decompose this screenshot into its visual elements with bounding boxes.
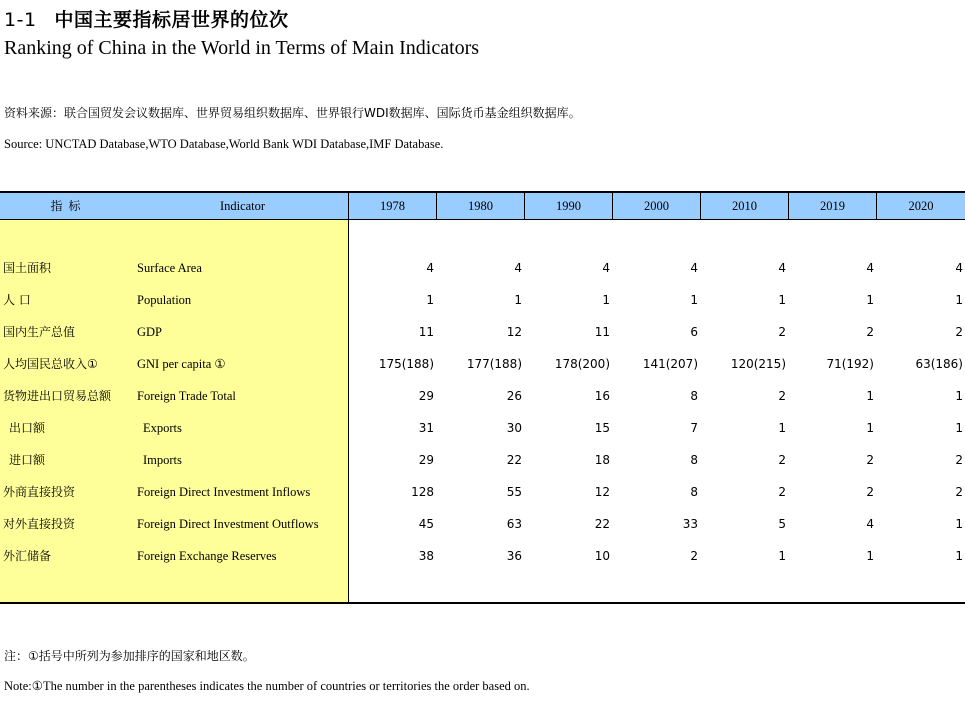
header-indicator-cn: 指标 [50, 199, 87, 213]
value-cell: 2 [778, 325, 786, 339]
value-cell: 55 [506, 485, 522, 499]
table-header [0, 191, 965, 220]
page-title-en: Ranking of China in the World in Terms of Main Indicators [4, 37, 480, 59]
table-row [0, 482, 965, 502]
note-cn: 注：①括号中所列为参加排序的国家和地区数。 [4, 649, 255, 663]
value-cell: 4 [866, 261, 874, 275]
value-cell: 10 [594, 549, 610, 563]
value-cell: 1 [955, 517, 963, 531]
value-cell: 1 [955, 293, 963, 307]
header-year-2000: 2000 [644, 199, 669, 213]
value-cell: 4 [955, 261, 963, 275]
value-cell: 6 [690, 325, 698, 339]
ranking-table [0, 191, 965, 604]
value-cell: 22 [506, 453, 522, 467]
row-label-en: Surface Area [137, 261, 202, 275]
value-cell: 8 [690, 389, 698, 403]
value-cell: 1 [955, 421, 963, 435]
table-row [0, 322, 965, 342]
value-cell: 1 [866, 389, 874, 403]
value-cell: 2 [778, 389, 786, 403]
value-cell: 38 [418, 549, 434, 563]
row-label-cn: 人 口 [3, 293, 31, 307]
row-label-en: Population [137, 293, 192, 307]
table-body [0, 220, 965, 604]
note-en: Note:①The number in the parentheses indicates the number of countries or territories the order based on. [4, 679, 530, 693]
header-year-2019: 2019 [820, 199, 845, 213]
value-cell: 7 [690, 421, 698, 435]
value-cell: 29 [418, 389, 434, 403]
value-cell: 2 [778, 453, 786, 467]
row-label-cn: 对外直接投资 [3, 517, 76, 531]
row-label-cn: 进口额 [9, 453, 46, 467]
value-cell: 1 [778, 293, 786, 307]
value-cell: 12 [594, 485, 610, 499]
value-cell: 4 [514, 261, 522, 275]
value-cell: 2 [866, 453, 874, 467]
value-cell: 8 [690, 485, 698, 499]
value-cell: 1 [866, 549, 874, 563]
value-cell: 175(188) [378, 357, 434, 371]
value-cell: 11 [594, 325, 610, 339]
value-cell: 2 [955, 325, 963, 339]
row-label-cn: 货物进出口贸易总额 [3, 389, 112, 403]
header-indicator-en: Indicator [219, 199, 266, 213]
value-cell: 63(186) [915, 357, 963, 371]
source-en: Source: UNCTAD Database,WTO Database,World Bank WDI Database,IMF Database. [4, 137, 444, 151]
value-cell: 31 [418, 421, 434, 435]
row-label-cn: 出口额 [9, 421, 46, 435]
value-cell: 1 [778, 549, 786, 563]
value-cell: 71(192) [826, 357, 874, 371]
value-cell: 26 [506, 389, 522, 403]
table-row [0, 450, 965, 470]
title-cn-text: 中国主要指标居世界的位次 [54, 9, 289, 31]
value-cell: 141(207) [642, 357, 698, 371]
value-cell: 2 [778, 485, 786, 499]
table-row [0, 258, 965, 278]
value-cell: 120(215) [730, 357, 786, 371]
value-cell: 2 [866, 325, 874, 339]
header-year-2020: 2020 [908, 199, 934, 213]
value-cell: 177(188) [466, 357, 522, 371]
value-cell: 36 [506, 549, 522, 563]
value-cell: 1 [426, 293, 434, 307]
value-cell: 8 [690, 453, 698, 467]
value-cell: 33 [682, 517, 698, 531]
value-cell: 11 [418, 325, 434, 339]
row-label-cn: 国内生产总值 [3, 325, 76, 339]
value-cell: 5 [778, 517, 786, 531]
header-year-1978: 1978 [380, 199, 405, 213]
table-number: 1-1 [4, 9, 37, 31]
value-cell: 18 [594, 453, 610, 467]
value-cell: 2 [866, 485, 874, 499]
row-label-cn: 外商直接投资 [3, 485, 76, 499]
row-label-en: Foreign Direct Investment Outflows [137, 517, 319, 531]
value-cell: 1 [514, 293, 522, 307]
row-label-en: Imports [143, 453, 182, 467]
header-year-2010: 2010 [732, 199, 757, 213]
row-label-en: GDP [137, 325, 163, 339]
row-label-en: Foreign Trade Total [137, 389, 236, 403]
page-title-cn [4, 5, 289, 32]
value-cell: 4 [426, 261, 434, 275]
table-row [0, 546, 965, 566]
value-cell: 4 [690, 261, 698, 275]
value-cell: 22 [594, 517, 610, 531]
value-cell: 30 [506, 421, 522, 435]
value-cell: 15 [594, 421, 610, 435]
value-cell: 1 [778, 421, 786, 435]
value-cell: 2 [690, 549, 698, 563]
value-cell: 4 [778, 261, 786, 275]
row-label-cn: 国土面积 [3, 261, 52, 275]
value-cell: 1 [866, 421, 874, 435]
value-cell: 4 [602, 261, 610, 275]
value-cell: 29 [418, 453, 434, 467]
value-cell: 12 [506, 325, 522, 339]
value-cell: 4 [866, 517, 874, 531]
source-cn: 资料来源：联合国贸发会议数据库、世界贸易组织数据库、世界银行WDI数据库、国际货币基金组织数据库。 [4, 106, 581, 120]
table-row [0, 386, 965, 406]
value-cell: 1 [955, 389, 963, 403]
row-label-cn: 人均国民总收入① [3, 357, 98, 371]
value-cell: 1 [955, 549, 963, 563]
value-cell: 1 [602, 293, 610, 307]
table-row [0, 514, 965, 534]
table-row [0, 418, 965, 438]
value-cell: 2 [955, 453, 963, 467]
row-label-en: Foreign Exchange Reserves [137, 549, 277, 563]
row-label-en: GNI per capita ① [137, 357, 226, 371]
value-cell: 1 [866, 293, 874, 307]
value-cell: 16 [594, 389, 610, 403]
row-label-en: Exports [143, 421, 182, 435]
row-label-en: Foreign Direct Investment Inflows [137, 485, 311, 499]
table-row [0, 354, 965, 374]
row-label-cn: 外汇储备 [3, 549, 52, 563]
value-cell: 178(200) [554, 357, 610, 371]
table-row [0, 290, 965, 310]
value-cell: 128 [411, 485, 434, 499]
value-cell: 63 [506, 517, 522, 531]
header-year-1990: 1990 [556, 199, 581, 213]
header-year-1980: 1980 [468, 199, 493, 213]
value-cell: 2 [955, 485, 963, 499]
value-cell: 45 [418, 517, 434, 531]
value-cell: 1 [690, 293, 698, 307]
